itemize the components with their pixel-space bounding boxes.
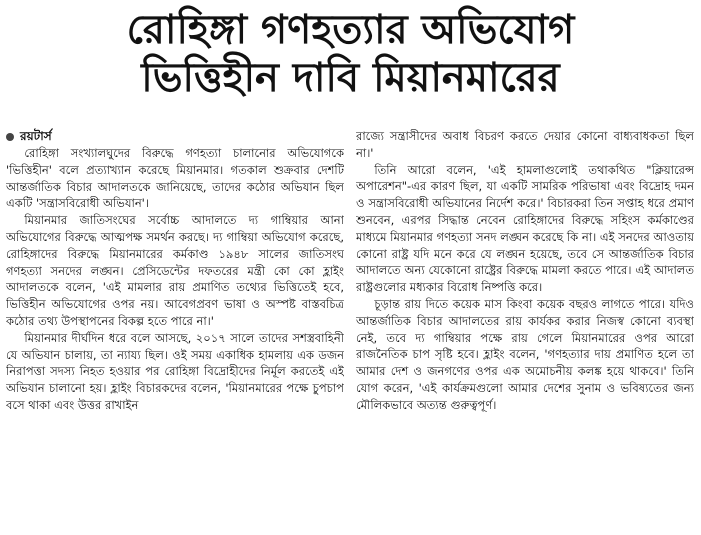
- byline: [6, 128, 344, 145]
- headline: [0, 6, 701, 102]
- paragraph: মিয়ানমার দীর্ঘদিন ধরে বলে আসছে, ২০১৭ সালে তাদের সশস্ত্রবাহিনী যে অভিযান চালায়, তা ন্যায্য ছিল। ওই সময় একাধিক হামলায় এক ডজন নিরাপত্তা সদস্য নিহত হওয়ার পর রোহিঙ্গা বিদ্রোহীদের নির্মূল করতেই এই অভিযান চালানো হয়। হ্লাইং বিচারকদের বলেন, 'মিয়ানমারের পক্ষে চুপচাপ বসে থাকা এবং উত্তর রাখাইন: [6, 330, 344, 412]
- byline-text: রয়টার্স: [20, 129, 52, 143]
- paragraph: চূড়ান্ত রায় দিতে কয়েক মাস কিংবা কয়েক বছরও লাগতে পারে। যদিও আন্তর্জাতিক বিচার আদালতের রায় কার্যকর করার নিজস্ব কোনো ব্যবস্থা নেই, তবে দ্য গাম্বিয়ার পক্ষে রায় গেলে মিয়ানমারের ওপর আরো রাজনৈতিক চাপ সৃষ্টি হবে। হ্লাইং বলেন, 'গণহত্যার দায় প্রমাণিত হলে তা আমার দেশ ও জনগণের ওপর এক অমোচনীয় কলঙ্ক হয়ে থাকবে।' তিনি যোগ করেন, 'এই কার্যক্রমগুলো আমার দেশের সুনাম ও ভবিষ্যতের জন্য মৌলিকভাবে অত্যন্ত গুরুত্বপূর্ণ।: [356, 296, 694, 412]
- paragraph: রাজ্যে সন্ত্রাসীদের অবাধ বিচরণ করতে দেয়ার কোনো বাধ্যবাধকতা ছিল না।': [356, 129, 694, 160]
- bullet-icon: [6, 133, 14, 141]
- article-column-right: [356, 128, 694, 530]
- headline-line-2: ভিত্তিহীন দাবি মিয়ানমারের: [141, 55, 560, 101]
- headline-line-1: রোহিঙ্গা গণহত্যার অভিযোগ: [126, 7, 575, 53]
- article-body: [6, 128, 695, 530]
- article-column-left: [6, 128, 344, 530]
- paragraph: তিনি আরো বলেন, 'এই হামলাগুলোই তথাকথিত "ক্লিয়ারেন্স অপারেশন"-এর কারণ ছিল, যা একটি সামরিক পরিভাষা এবং বিদ্রোহ দমন ও সন্ত্রাসবিরোধী অভিযানের নির্দেশ করে।' বিচারকরা তিন সপ্তাহ ধরে প্রমাণ শুনবেন, এরপর সিদ্ধান্ত নেবেন রোহিঙ্গাদের বিরুদ্ধে সহিংস কর্মকাণ্ডের মাধ্যমে মিয়ানমার গণহত্যা সনদ লঙ্ঘন করেছে কি না। এই সনদের আওতায় কোনো রাষ্ট্র যদি মনে করে যে লঙ্ঘন হয়েছে, তবে সে আন্তর্জাতিক বিচার আদালতে অন্য যেকোনো রাষ্ট্রের বিরুদ্ধে মামলা করতে পারে। এই আদালত রাষ্ট্রগুলোর মধ্যকার বিরোধ নিষ্পত্তি করে।: [356, 162, 694, 295]
- paragraph: রোহিঙ্গা সংখ্যালঘুদের বিরুদ্ধে গণহত্যা চালানোর অভিযোগকে 'ভিত্তিহীন' বলে প্রত্যাখ্যান করেছে মিয়ানমার। গতকাল শুক্রবার দেশটি আন্তর্জাতিক বিচার আদালতকে জানিয়েছে, তাদের কঠোর অভিযান ছিল একটি 'সন্ত্রাসবিরোধী অভিযান'।: [6, 146, 344, 211]
- paragraph: মিয়ানমার জাতিসংঘের সর্বোচ্চ আদালতে দ্য গাম্বিয়ার আনা অভিযোগের বিরুদ্ধে আত্মপক্ষ সমর্থন করছে। দ্য গাম্বিয়া অভিযোগ করেছে, রোহিঙ্গাদের বিরুদ্ধে মিয়ানমারের কর্মকাণ্ড ১৯৪৮ সালের জাতিসংঘ গণহত্যা সনদের লঙ্ঘন। প্রেসিডেন্টের দফতরের মন্ত্রী কো কো হ্লাইং আদালতকে বলেন, 'এই মামলার রায় প্রমাণিত তথ্যের ভিত্তিতেই হবে, ভিত্তিহীন অভিযোগের ওপর নয়। আবেগপ্রবণ ভাষা ও অস্পষ্ট বাস্তবচিত্র কঠোর তথ্য উপস্থাপনের বিকল্প হতে পারে না।': [6, 213, 344, 328]
